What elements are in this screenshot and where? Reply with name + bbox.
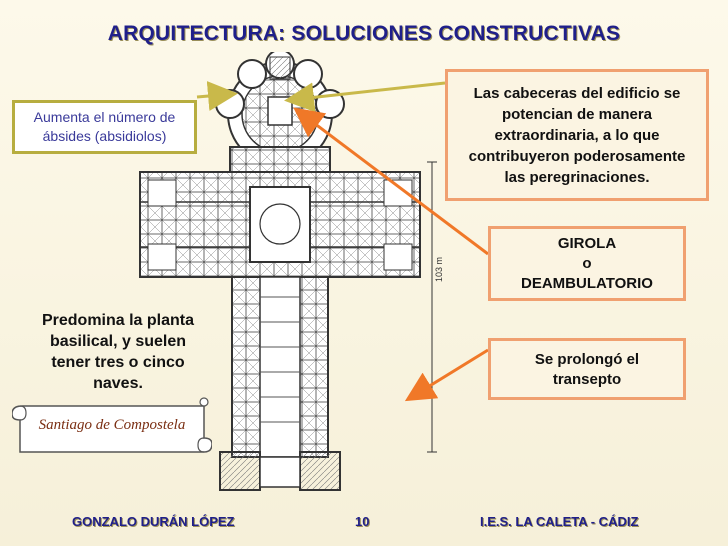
transepto-line: Se prolongó el <box>534 351 640 368</box>
cabeceras-line: extraordinaria, a lo que <box>494 127 660 144</box>
transepto-box <box>488 338 686 400</box>
scroll-label: Santiago de Compostela <box>38 417 186 433</box>
planta-line: Predomina la planta <box>41 312 195 329</box>
cabeceras-line: las peregrinaciones. <box>504 169 650 186</box>
planta-line: tener tres o cinco <box>51 354 185 371</box>
girola-line: GIROLA <box>557 235 617 252</box>
cabeceras-box <box>445 69 709 201</box>
cabeceras-line: Las cabeceras del edificio se <box>473 85 681 102</box>
arrow-icon <box>410 350 488 398</box>
scale-label: 103 m <box>434 256 444 282</box>
footer-page-number: 10 <box>355 514 370 529</box>
girola-line: o <box>582 255 592 272</box>
arrow-icon <box>290 83 445 100</box>
transepto-line: transepto <box>552 371 622 388</box>
planta-basilical-text <box>22 310 214 394</box>
absides-box <box>12 100 197 154</box>
girola-line: DEAMBULATORIO <box>521 275 653 292</box>
planta-line: basilical, y suelen <box>49 333 187 350</box>
cabeceras-line: potencian de manera <box>501 106 653 123</box>
footer-school: I.E.S. LA CALETA - CÁDIZ <box>480 514 639 529</box>
arrow-icon <box>197 94 232 97</box>
absides-line: Aumenta el número de <box>33 109 176 125</box>
planta-line: naves. <box>93 375 143 392</box>
absides-line: ábsides (absidiolos) <box>42 128 167 144</box>
girola-box <box>488 226 686 301</box>
cabeceras-line: contribuyeron poderosamente <box>468 148 686 165</box>
footer-author: GONZALO DURÁN LÓPEZ <box>72 514 235 529</box>
slide-title: ARQUITECTURA: SOLUCIONES CONSTRUCTIVAS <box>107 22 621 45</box>
